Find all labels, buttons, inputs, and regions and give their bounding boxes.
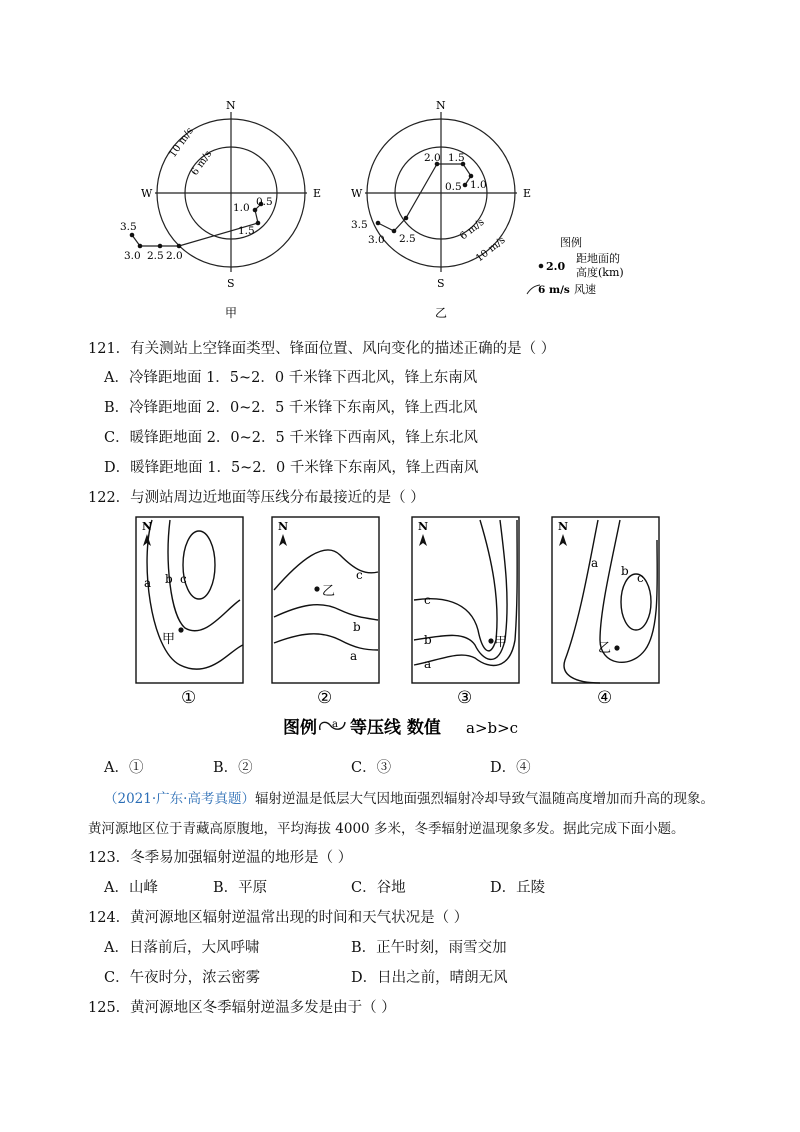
option-124-c: C．午夜时分，浓云密雾 — [104, 970, 261, 986]
map-number: ① — [181, 688, 197, 708]
map-number: ③ — [457, 688, 473, 708]
compass-n: N — [436, 99, 446, 112]
legend-point-icon — [539, 264, 544, 269]
isobar-maps-figure — [0, 508, 800, 748]
station-dot — [614, 645, 619, 650]
station-dot — [314, 586, 319, 591]
option-124-b: B．正午时刻，雨雪交加 — [351, 940, 507, 956]
wind-chart-yi-points — [376, 162, 474, 234]
legend-point-value: 2.0 — [546, 260, 566, 273]
height-label: 0.5 — [445, 181, 462, 193]
isobar-label: c — [637, 571, 644, 585]
option-124-a: A．日落前后，大风呼啸 — [104, 940, 260, 956]
height-label: 1.0 — [233, 202, 250, 214]
option-123-c: C．谷地 — [351, 880, 406, 896]
height-label: 2.5 — [399, 233, 416, 245]
isobar-label: c — [356, 568, 363, 582]
option-122-d: D．④ — [490, 760, 531, 776]
north-label: N — [278, 520, 289, 533]
isobar-label: a — [591, 556, 599, 570]
legend-speed-value: 6 m/s — [538, 284, 570, 296]
height-label: 1.0 — [470, 179, 487, 191]
wind-charts-figure — [0, 90, 800, 330]
height-label: 1.5 — [238, 225, 255, 237]
option-121-b: B．冷锋距地面 2．0~2．5 千米锋下东南风，锋上西北风 — [104, 400, 478, 416]
isobar-label: b — [165, 572, 173, 586]
isobar-map-2 — [272, 517, 379, 683]
option-121-d: D．暖锋距地面 1．5~2．0 千米锋下东南风，锋上西南风 — [104, 460, 479, 476]
isobar-label: a — [144, 576, 152, 590]
isobar-label: c — [424, 593, 431, 607]
isobar-label: c — [180, 572, 187, 586]
isobar-label: a — [350, 649, 358, 663]
passage-text: 辐射逆温是低层大气因地面强烈辐射冷却导致气温随高度增加而升高的现象。 — [254, 791, 714, 807]
map-legend-text: 等压线 数值 — [350, 718, 441, 738]
ring-label-6: 6 m/s — [458, 216, 487, 243]
option-121-c: C．暖锋距地面 2．0~2．5 千米锋下西南风，锋上东北风 — [104, 430, 478, 446]
passage-line-2: 黄河源地区位于青藏高原腹地，平均海拔 4000 多米，冬季辐射逆温现象多发。据此完成下面小题。 — [88, 821, 685, 837]
chart-caption: 乙 — [435, 306, 448, 320]
height-label: 0.5 — [256, 196, 273, 208]
map-legend-order: a>b>c — [466, 719, 519, 737]
north-arrow-icon — [419, 534, 427, 546]
option-122-c: C．③ — [351, 760, 392, 776]
compass-w: W — [351, 187, 363, 200]
height-label: 3.5 — [120, 221, 137, 233]
option-124-d: D．日出之前，晴朗无风 — [351, 970, 508, 986]
compass-n: N — [226, 99, 236, 112]
height-label: 3.0 — [124, 250, 141, 262]
isobar-label: a — [424, 657, 432, 671]
question-121: 121．有关测站上空锋面类型、锋面位置、风向变化的描述正确的是（ ） — [88, 341, 556, 357]
option-123-b: B．平原 — [213, 880, 268, 896]
option-122-b: B．② — [213, 760, 253, 776]
height-label: 2.5 — [147, 250, 164, 262]
question-123: 123．冬季易加强辐射逆温的地形是（ ） — [88, 850, 353, 866]
legend-point-desc: 距地面的 — [576, 252, 620, 265]
isobar-label: b — [621, 564, 629, 578]
ring-label-6: 6 m/s — [189, 148, 215, 178]
isobar-label: b — [353, 620, 361, 634]
compass-w: W — [141, 187, 153, 200]
north-label: N — [142, 520, 153, 533]
station-dot — [488, 638, 493, 643]
legend-title: 图例 — [560, 236, 582, 249]
station-label: 乙 — [598, 641, 612, 656]
legend-speed-desc: 风速 — [574, 283, 596, 296]
compass-e: E — [523, 187, 532, 200]
option-123-d: D．丘陵 — [490, 880, 546, 896]
north-label: N — [418, 520, 429, 533]
wind-chart-jia — [132, 112, 307, 272]
north-arrow-icon — [143, 534, 151, 546]
isobar-label: b — [424, 633, 432, 647]
height-label: 2.0 — [424, 152, 441, 164]
compass-s: S — [437, 277, 445, 290]
height-label: 3.0 — [368, 234, 385, 246]
height-label: 1.5 — [448, 152, 465, 164]
isobar-map-4 — [552, 517, 659, 683]
station-dot — [178, 627, 183, 632]
station-label: 甲 — [494, 635, 508, 650]
station-label: 乙 — [322, 584, 336, 599]
ring-label-10: 10 m/s — [474, 234, 508, 265]
north-arrow-icon — [279, 534, 287, 546]
legend-point-desc: 高度(km) — [576, 266, 624, 279]
question-124: 124．黄河源地区辐射逆温常出现的时间和天气状况是（ ） — [88, 910, 469, 926]
question-122: 122．与测站周边近地面等压线分布最接近的是（ ） — [88, 490, 425, 506]
chart-caption: 甲 — [225, 306, 238, 320]
map-number: ② — [317, 688, 333, 708]
source-tag: （2021·广东·高考真题） — [104, 791, 255, 807]
option-122-a: A．① — [104, 760, 144, 776]
ring-label-10: 10 m/s — [167, 125, 196, 160]
compass-s: S — [227, 277, 235, 290]
station-label: 甲 — [162, 632, 176, 647]
map-number: ④ — [597, 688, 613, 708]
option-121-a: A．冷锋距地面 1．5~2．0 千米锋下西北风，锋上东南风 — [104, 370, 478, 386]
question-125: 125．黄河源地区冬季辐射逆温多发是由于（ ） — [88, 1000, 396, 1016]
north-label: N — [558, 520, 569, 533]
option-123-a: A．山峰 — [104, 880, 158, 896]
passage-line-1 — [104, 787, 714, 807]
north-arrow-icon — [559, 534, 567, 546]
map-legend-prefix: 图例 — [283, 718, 317, 738]
isobar-legend-icon-label: a — [332, 719, 338, 730]
height-label: 2.0 — [166, 250, 183, 262]
isobar-map-1 — [136, 517, 243, 683]
compass-e: E — [313, 187, 322, 200]
height-label: 3.5 — [351, 219, 368, 231]
